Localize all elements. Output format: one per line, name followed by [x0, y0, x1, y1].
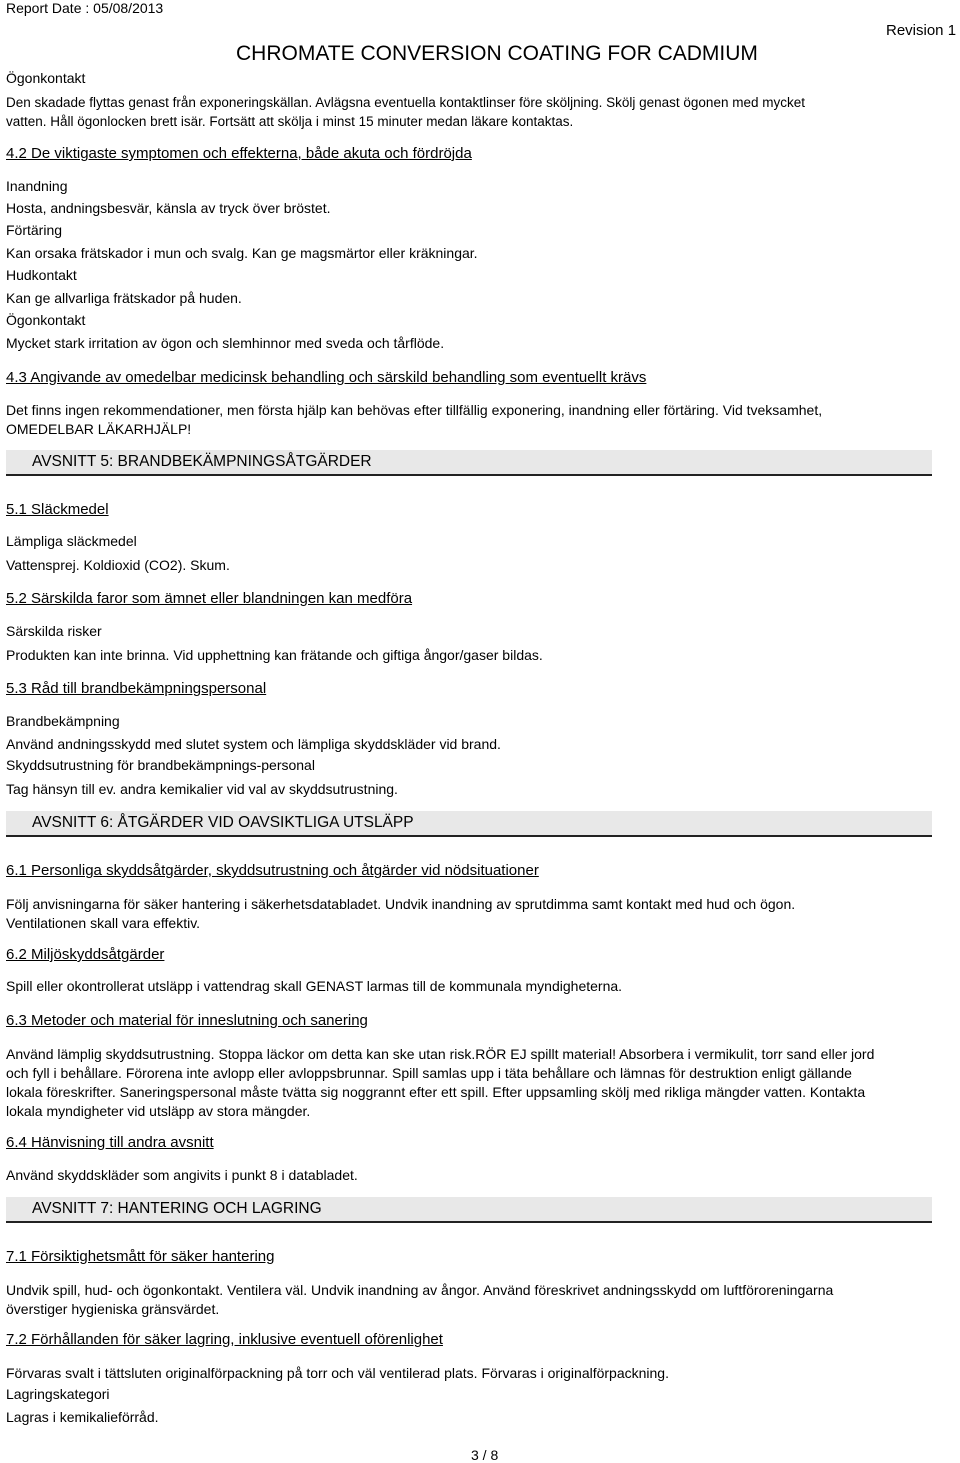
- section-6-title: AVSNITT 6: ÅTGÄRDER VID OAVSIKTLIGA UTSLÄPP: [32, 814, 414, 831]
- section-6-3-text: Använd lämplig skyddsutrustning. Stoppa läckor om detta kan ske utan risk.RÖR EJ spillt material! Absorbera i vermikulit, torr sand eller jord och fyll i behållare. Förorena inte avlopp eller avloppsbrunnar. Spill samlas upp i täta behållare och lämnas för destruktion enligt gällande lokala föreskrifter. Saneringspersonal måste tvätta sig noggrannt efter ett spill. Efter uppsamling skölj med rikliga mängder vatten. Kontakta lokala myndigheter vid utsläpp av stora mängder.: [6, 1046, 875, 1119]
- section-4-2-heading: 4.2 De viktigaste symptomen och effekterna, både akuta och fördröjda: [6, 145, 472, 162]
- section-5-1-heading: 5.1 Släckmedel: [6, 501, 109, 518]
- protective-equipment-label: Skyddsutrustning för brandbekämpnings-personal: [6, 757, 315, 773]
- section-5-3-heading: 5.3 Råd till brandbekämpningspersonal: [6, 680, 267, 697]
- section-4-3-heading: 4.3 Angivande av omedelbar medicinsk behandling och särskild behandling som eventuellt krävs: [6, 369, 647, 386]
- section-6-bar: [6, 811, 932, 837]
- special-hazards-label: Särskilda risker: [6, 623, 102, 639]
- ingestion-text: Kan orsaka frätskador i mun och svalg. Kan ge magsmärtor eller kräkningar.: [6, 245, 478, 261]
- section-6-4-heading: 6.4 Hänvisning till andra avsnitt: [6, 1134, 214, 1151]
- section-7-bar: [6, 1197, 932, 1223]
- firefighting-label: Brandbekämpning: [6, 713, 120, 729]
- special-hazards-text: Produkten kan inte brinna. Vid upphettning kan frätande och giftiga ångor/gaser bildas.: [6, 647, 543, 663]
- section-6-1-text: Följ anvisningarna för säker hantering i säkerhetsdatabladet. Undvik inandning av sprutdimma samt kontakt med hud och ögon. Ventilationen skall vara effektiv.: [6, 896, 796, 931]
- section-6-2-heading: 6.2 Miljöskyddsåtgärder: [6, 946, 165, 963]
- section-6-4-text: Använd skyddskläder som angivits i punkt 8 i databladet.: [6, 1167, 358, 1183]
- eye-contact-text-line2: vatten. Håll ögonlocken brett isär. Fortsätt att skölja i minst 15 minuter medan läkare kontaktas.: [6, 114, 574, 129]
- ingestion-label: Förtäring: [6, 222, 63, 238]
- page-number: 3 / 8: [471, 1447, 499, 1463]
- inhalation-text: Hosta, andningsbesvär, känsla av tryck över bröstet.: [6, 200, 331, 216]
- section-7-1-heading: 7.1 Försiktighetsmått för säker hantering: [6, 1248, 275, 1265]
- inhalation-label: Inandning: [6, 178, 68, 194]
- section-5-2-heading: 5.2 Särskilda faror som ämnet eller blandningen kan medföra: [6, 590, 413, 607]
- protective-equipment-text: Tag hänsyn till ev. andra kemikalier vid val av skyddsutrustning.: [6, 781, 398, 797]
- report-date: Report Date : 05/08/2013: [6, 0, 164, 16]
- eye-contact-label-2: Ögonkontakt: [6, 312, 86, 328]
- suitable-extinguishing-label: Lämpliga släckmedel: [6, 533, 137, 549]
- storage-category-text: Lagras i kemikalieförråd.: [6, 1409, 159, 1425]
- section-7-1-text: Undvik spill, hud- och ögonkontakt. Ventilera väl. Undvik inandning av ångor. Använd föreskrivet andningsskydd om luftföroreningarna överstiger hygieniska gränsvärdet.: [6, 1282, 834, 1317]
- section-6-2-text: Spill eller okontrollerat utsläpp i vattendrag skall GENAST larmas till de kommunala myndigheterna.: [6, 978, 623, 994]
- skin-contact-text: Kan ge allvarliga frätskador på huden.: [6, 290, 242, 306]
- eye-contact-label: Ögonkontakt: [6, 70, 86, 86]
- eye-contact-text-line1: Den skadade flyttas genast från exponeringskällan. Avlägsna eventuella kontaktlinser före sköljning. Skölj genast ögonen med mycket: [6, 95, 805, 110]
- suitable-extinguishing-text: Vattensprej. Koldioxid (CO2). Skum.: [6, 557, 230, 573]
- section-4-3-text: Det finns ingen rekommendationer, men första hjälp kan behövas efter tillfällig exponering, inandning eller förtäring. Vid tveksamhet, OMEDELBAR LÄKARHJÄLP!: [6, 402, 823, 437]
- revision-label: Revision 1: [886, 22, 957, 39]
- section-6-3-heading: 6.3 Metoder och material för inneslutning och sanering: [6, 1012, 368, 1029]
- section-6-1-heading: 6.1 Personliga skyddsåtgärder, skyddsutrustning och åtgärder vid nödsituationer: [6, 862, 539, 879]
- section-7-2-text: Förvaras svalt i tättsluten originalförpackning på torr och väl ventilerad plats. Förvaras i originalförpackning.: [6, 1365, 669, 1381]
- section-7-2-heading: 7.2 Förhållanden för säker lagring, inklusive eventuell oförenlighet: [6, 1331, 443, 1348]
- firefighting-text: Använd andningsskydd med slutet system och lämpliga skyddskläder vid brand.: [6, 736, 501, 752]
- skin-contact-label: Hudkontakt: [6, 267, 77, 283]
- eye-contact-text-2: Mycket stark irritation av ögon och slemhinnor med sveda och tårflöde.: [6, 335, 445, 351]
- document-title: CHROMATE CONVERSION COATING FOR CADMIUM: [236, 42, 758, 65]
- storage-category-label: Lagringskategori: [6, 1386, 110, 1402]
- section-5-bar: [6, 450, 932, 476]
- section-5-title: AVSNITT 5: BRANDBEKÄMPNINGSÅTGÄRDER: [32, 453, 372, 470]
- section-7-title: AVSNITT 7: HANTERING OCH LAGRING: [32, 1200, 322, 1217]
